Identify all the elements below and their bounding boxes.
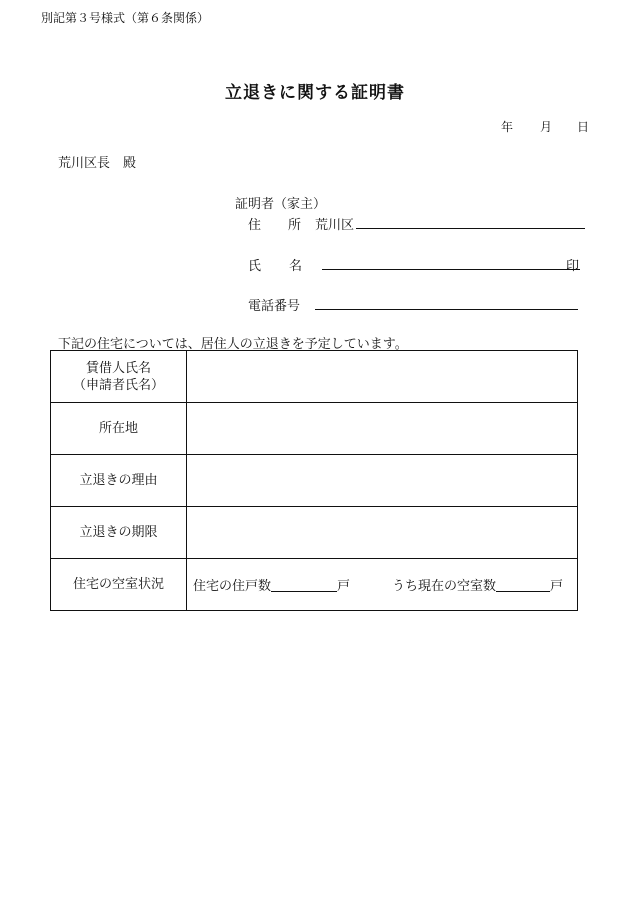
vacant-units-input[interactable] <box>496 577 550 592</box>
row-label-vacancy: 住宅の空室状況 <box>51 559 187 611</box>
name-label-1: 氏 <box>248 259 262 274</box>
name-field-line[interactable] <box>322 269 580 270</box>
row-label-tenant <box>51 351 187 403</box>
vacant-units-unit: 戸 <box>550 579 564 594</box>
date-month-label: 月 <box>540 120 553 134</box>
phone-field-line[interactable] <box>315 309 578 310</box>
seal-mark: 印 <box>566 259 580 274</box>
document-title: 立退きに関する証明書 <box>225 83 405 103</box>
row-label-location: 所在地 <box>51 403 187 455</box>
total-units-unit: 戸 <box>337 579 351 594</box>
location-field[interactable] <box>187 403 578 455</box>
deadline-field[interactable] <box>187 507 578 559</box>
table-row <box>51 351 578 403</box>
table-row <box>51 507 578 559</box>
tenant-name-field[interactable] <box>187 351 578 403</box>
date-day-label: 日 <box>577 120 590 134</box>
certificate-table <box>50 350 578 611</box>
row-label-reason: 立退きの理由 <box>51 455 187 507</box>
intro-text: 下記の住宅については、居住人の立退きを予定しています。 <box>58 337 408 352</box>
vacant-units-label: うち現在の空室数 <box>392 579 497 594</box>
reason-field[interactable] <box>187 455 578 507</box>
table-row <box>51 559 578 611</box>
vacancy-field <box>187 559 578 611</box>
address-label-1: 住 <box>248 218 262 233</box>
name-label-2: 名 <box>289 259 303 274</box>
certifier-label: 証明者（家主） <box>235 197 327 212</box>
total-units-label: 住宅の住戸数 <box>193 579 272 594</box>
address-prefix: 荒川区 <box>315 218 355 233</box>
address-label-2: 所 <box>288 218 302 233</box>
address-field-line[interactable] <box>356 228 585 229</box>
tenant-label-line1: 賃借人氏名 <box>85 360 151 376</box>
form-number: 別記第３号様式（第６条関係） <box>41 11 210 25</box>
row-label-deadline: 立退きの期限 <box>51 507 187 559</box>
table-row <box>51 403 578 455</box>
date-year-label: 年 <box>501 120 514 134</box>
total-units-input[interactable] <box>271 577 337 592</box>
addressee: 荒川区長 殿 <box>58 156 137 171</box>
tenant-label-line2: （申請者氏名） <box>72 377 164 393</box>
phone-label: 電話番号 <box>248 299 301 314</box>
table-row <box>51 455 578 507</box>
